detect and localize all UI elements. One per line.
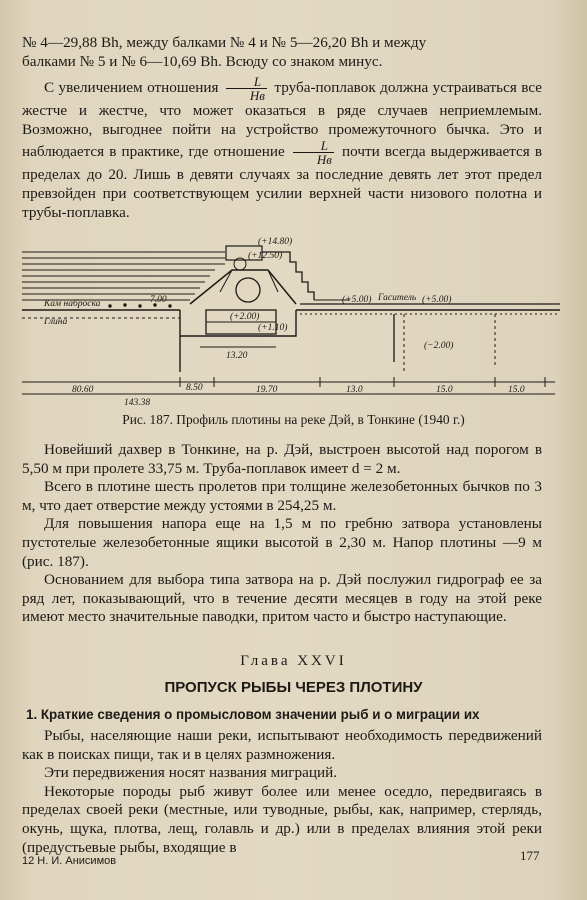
dimension-label: 13.20 bbox=[226, 351, 248, 361]
text-line: № 4—29,88 Bh, между балками № 4 и № 5—26,20 Bh и между bbox=[22, 34, 427, 51]
fraction-l-over-hb bbox=[226, 75, 267, 102]
level-label: (+5.00) bbox=[422, 295, 452, 305]
paragraph bbox=[22, 75, 542, 222]
fraction-l-over-hb bbox=[293, 139, 334, 166]
dimension-label: 143.38 bbox=[124, 398, 151, 408]
level-label: (−2.00) bbox=[424, 341, 454, 351]
fraction-denominator: Hв bbox=[249, 88, 265, 104]
paragraph: Эти передвижения носят названия миграций. bbox=[44, 764, 338, 782]
level-label: 7.00 bbox=[150, 295, 167, 305]
fraction-denominator: Hв bbox=[316, 152, 332, 168]
paragraph: Для повышения напора еще на 1,5 м по гребню затвора установлены пустотелые железобетонные ящики высотой в 2,30 м. Напор плотины —9 м (рис. 187). bbox=[22, 515, 542, 570]
dimension-label: 15.0 bbox=[508, 385, 525, 395]
paragraph-text: почти всегда выдерживается в пределах до 20. Лишь в девяти случаях за последние девять лет этот предел превзойден при соответствующем усилии верхней части низового полотна и трубы-поплавка. bbox=[22, 143, 543, 221]
top-text-block bbox=[22, 34, 542, 222]
fraction-numerator: L bbox=[293, 139, 334, 153]
text-line: балками № 5 и № 6—10,69 Bh. Всюду со знаком минус. bbox=[22, 52, 383, 70]
paragraph: Основанием для выбора типа затвора на р. Дэй послужил гидрограф ее за ряд лет, показывающий, что в течение десяти месяцев в году на этой реке имеют место значительные паводки, притом часто и быстро наступающие. bbox=[22, 571, 542, 626]
material-label: Кам наброска bbox=[44, 299, 101, 309]
structure-label: Гаситель bbox=[378, 293, 417, 303]
chapter-number: Глава XXVI bbox=[240, 653, 347, 669]
level-label: (+12.50) bbox=[248, 251, 283, 261]
section-title: 1. Краткие сведения о промысловом значении рыб и о миграции их bbox=[26, 707, 480, 722]
level-label: (+14.80) bbox=[258, 237, 293, 247]
paragraph: Новейший дахвер в Тонкине, на р. Дэй, выстроен высотой над порогом в 5,50 м при пролете 33,75 м. Труба-поплавок имеет d = 2 м. bbox=[22, 441, 542, 477]
paragraph-text: труба-поплавок должна устраиваться все жестче и жестче, что может оказаться в ряде случаев неприемлемым. Возможно, выгоднее пойти на устройство промежуточного бычка. Это и наблюдается в практике, где отношение bbox=[22, 79, 543, 161]
signature-mark: 12 Н. И. Анисимов bbox=[22, 855, 117, 867]
figure-caption: Рис. 187. Профиль плотины на реке Дэй, в Тонкине (1940 г.) bbox=[122, 412, 465, 427]
chapter-title: ПРОПУСК РЫБЫ ЧЕРЕЗ ПЛОТИНУ bbox=[164, 679, 423, 696]
dimension-label: 13.0 bbox=[346, 385, 363, 395]
paragraph-text: С увеличением отношения bbox=[44, 79, 219, 97]
middle-text-block bbox=[22, 441, 542, 627]
page-number: 177 bbox=[520, 848, 540, 863]
material-label: Глина bbox=[44, 317, 68, 327]
dimension-label: 15.0 bbox=[436, 385, 453, 395]
dimension-label: 19.70 bbox=[256, 385, 278, 395]
paragraph: Всего в плотине шесть пролетов при толщине железобетонных бычков по 3 м, что дает отверстие между устоями в 254,25 м. bbox=[22, 478, 542, 514]
level-label: (+2.00) bbox=[230, 312, 260, 322]
dimension-label: 8.50 bbox=[186, 383, 203, 393]
level-label: (+1.10) bbox=[258, 323, 288, 333]
bottom-text-block bbox=[22, 727, 542, 857]
level-label: (+5.00) bbox=[342, 295, 372, 305]
paragraph: Некоторые породы рыб живут более или менее оседло, передвигаясь в пределах своей реки (местные, или туводные, рыбы, как, например, стерлядь, окунь, щука, плотва, лещ, голавль и др.) или в пределах влияния этой реки (предустьевые рыбы, входящие в bbox=[22, 782, 542, 856]
dam-profile-figure bbox=[0, 232, 587, 412]
dimension-label: 80.60 bbox=[72, 385, 94, 395]
paragraph: Рыбы, населяющие наши реки, испытывают необходимость передвижений как в поисках пищи, так и в целях размножения. bbox=[22, 727, 542, 763]
fraction-numerator: L bbox=[226, 75, 267, 89]
